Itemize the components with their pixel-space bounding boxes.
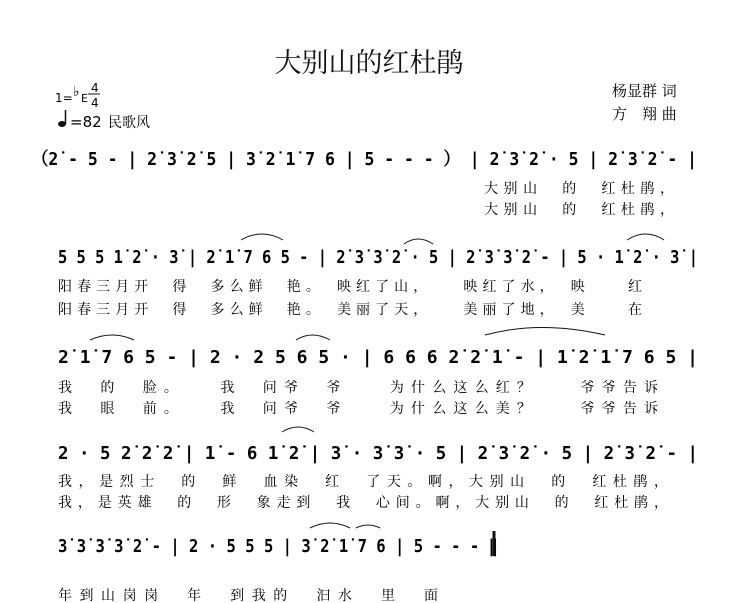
lyrics-line-3-verse-2: 我 眼 前。 我 问爷 爷 为什么这么美？ 爷爷告诉 (58, 401, 658, 417)
slur (310, 523, 350, 528)
key-flat: ♭ (73, 84, 80, 100)
tempo-value: =82 (70, 113, 102, 131)
slur (241, 234, 283, 240)
slur (296, 335, 330, 340)
slur (627, 234, 664, 240)
composer-credit: 方 翔 曲 (612, 105, 677, 123)
song-title: 大别山的红杜鹃 (274, 48, 464, 79)
slur (404, 239, 433, 244)
key-prefix: 1= (55, 91, 73, 105)
slur (90, 335, 134, 340)
tempo-style: 民歌风 (108, 115, 150, 131)
notation-line-2: 5 5 5 1̇ 2̇ · 3̇ | 2̇ 1̇ 7 6 5 - | 2̇ 3̇ 3̇ 2̇ · 5 | 2̇ 3̇ 3̇ 2̇ - | 5 · 1̇ 2̇ · 3̇ | (58, 247, 698, 268)
lyrics-line-1-verse-2: 大别山 的 红杜鹃， (484, 202, 674, 218)
lyrics-line-4-verse-2: 我，是英雄 的 形 象走到 我 心间。啊，大别山 的 红杜鹃， (58, 495, 669, 511)
notation-line-5: 3̇ 3̇ 3̇ 3̇ 2̇ - | 2 · 5 5 5 | 3̇ 2̇ 1̇ 7 6 | 5 - - - ‖ (58, 536, 498, 557)
notation-line-1: （2̇ - 5 - | 2̇ 3̇ 2̇ 5 | 3̇ 2̇ 1̇ 7 6 | 5 - - - ） | 2̇ 3̇ 2̇ · 5 | 2̇ 3̇ 2̇ - | (32, 149, 697, 170)
lyrics-line-4-verse-1: 我，是烈士 的 鲜 血染 红 了天。啊，大别山 的 红杜鹃， (58, 474, 669, 490)
slur (485, 328, 605, 336)
notation-line-4: 2 · 5 2̇ 2̇ 2̇ | 1̇ - 6 1̇ 2̇ | 3̇ · 3̇ 3̇ · 5 | 2̇ 3̇ 2̇ · 5 | 2̇ 3̇ 2̇ - | (58, 443, 698, 464)
lyrics-line-2-verse-2: 阳春三月开 得 多么鲜 艳。 美丽了天， 美丽了地， 美 在 (58, 302, 642, 318)
lyricist-credit: 杨显群 词 (612, 82, 677, 100)
lyrics-line-1-verse-1: 大别山 的 红杜鹃， (484, 181, 674, 197)
key-note: E (81, 92, 88, 105)
lyrics-line-3-verse-1: 我 的 脸。 我 问爷 爷 为什么这么红？ 爷爷告诉 (58, 380, 658, 396)
lyrics-line-5-verse-1: 年到山岗岗 年 到我的 汩水 里 面 (58, 588, 438, 603)
lyrics-line-2-verse-1: 阳春三月开 得 多么鲜 艳。 映红了山， 映红了水， 映 红 (58, 279, 642, 295)
notation-line-3: 2̇ 1̇ 7 6 5 - | 2 · 2 5 6 5 · | 6 6 6 2̇ 2̇ 1̇ - | 1̇ 2̇ 1̇ 7 6 5 | (58, 347, 698, 368)
slur (356, 525, 380, 528)
time-bottom: 4 (91, 96, 99, 110)
slur (282, 427, 314, 432)
time-top: 4 (91, 81, 99, 95)
